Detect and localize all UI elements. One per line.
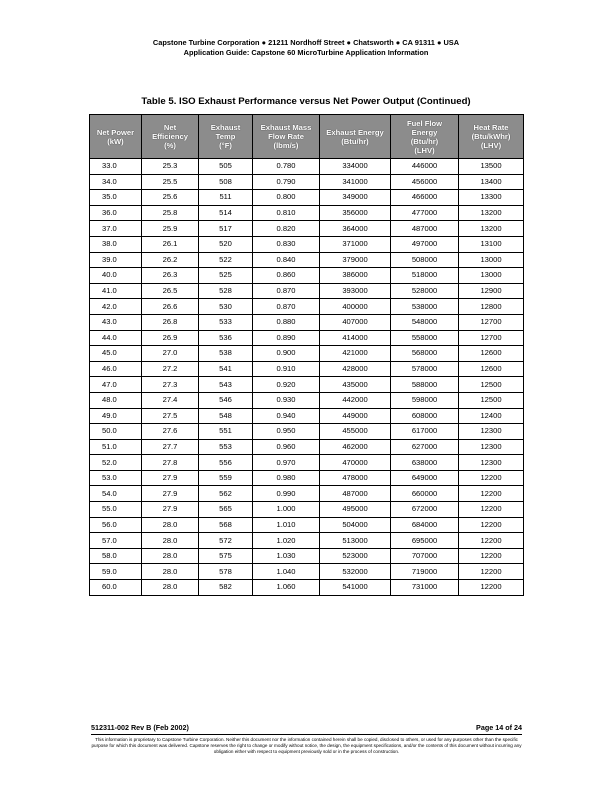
table-row: [90, 517, 524, 533]
table-cell: 497000: [391, 236, 459, 252]
table-cell: 0.880: [253, 314, 320, 330]
column-header-line: (Btu/hr): [410, 136, 439, 146]
table-cell: 59.0: [90, 564, 142, 580]
table-cell: 25.3: [142, 159, 199, 175]
table-cell: 442000: [320, 392, 391, 408]
table-cell: 12300: [459, 424, 524, 440]
column-header-line: Exhaust: [210, 123, 241, 132]
table-cell: 0.810: [253, 205, 320, 221]
table-cell: 43.0: [90, 314, 142, 330]
table-cell: 27.2: [142, 361, 199, 377]
page-header: [0, 38, 612, 58]
table-cell: 26.3: [142, 268, 199, 284]
table-row: [90, 205, 524, 221]
table-cell: 51.0: [90, 439, 142, 455]
table-cell: 541000: [320, 580, 391, 596]
table-cell: 12500: [459, 377, 524, 393]
table-cell: 530: [199, 299, 253, 315]
column-header-line: Heat Rate: [473, 123, 509, 132]
table-cell: 525: [199, 268, 253, 284]
column-header-line: Exhaust Energy: [326, 127, 384, 137]
column-header-line: Fuel Flow: [406, 118, 442, 128]
table-cell: 522: [199, 252, 253, 268]
table-cell: 0.860: [253, 268, 320, 284]
table-cell: 0.840: [253, 252, 320, 268]
table-cell: 617000: [391, 424, 459, 440]
table-cell: 477000: [391, 205, 459, 221]
table-cell: 28.0: [142, 548, 199, 564]
table-cell: 0.830: [253, 236, 320, 252]
table-cell: 558000: [391, 330, 459, 346]
table-cell: 487000: [320, 486, 391, 502]
table-cell: 12400: [459, 408, 524, 424]
guide-title-line: Application Guide: Capstone 60 MicroTurbine Application Information: [183, 48, 429, 57]
table-cell: 12200: [459, 533, 524, 549]
table-cell: 38.0: [90, 236, 142, 252]
table-cell: 553: [199, 439, 253, 455]
table-cell: 523000: [320, 548, 391, 564]
table-cell: 435000: [320, 377, 391, 393]
table-cell: 26.8: [142, 314, 199, 330]
table-cell: 508000: [391, 252, 459, 268]
table-cell: 27.7: [142, 439, 199, 455]
table-cell: 25.8: [142, 205, 199, 221]
table-cell: 26.9: [142, 330, 199, 346]
table-cell: 53.0: [90, 470, 142, 486]
table-cell: 470000: [320, 455, 391, 471]
table-cell: 41.0: [90, 283, 142, 299]
table-cell: 12300: [459, 439, 524, 455]
table-cell: 400000: [320, 299, 391, 315]
table-row: [90, 190, 524, 206]
table-cell: 0.780: [253, 159, 320, 175]
column-header: [459, 115, 524, 159]
column-header-line: Net Power: [96, 127, 135, 137]
table-cell: 12900: [459, 283, 524, 299]
table-cell: 533: [199, 314, 253, 330]
table-cell: 27.9: [142, 486, 199, 502]
table-cell: 536: [199, 330, 253, 346]
table-cell: 562: [199, 486, 253, 502]
table-cell: 551: [199, 424, 253, 440]
table-cell: 13500: [459, 159, 524, 175]
table-cell: 13000: [459, 252, 524, 268]
table-cell: 48.0: [90, 392, 142, 408]
table-cell: 0.800: [253, 190, 320, 206]
table-cell: 27.4: [142, 392, 199, 408]
table-cell: 13300: [459, 190, 524, 206]
table-cell: 731000: [391, 580, 459, 596]
column-header-line: Efficiency: [152, 132, 188, 141]
table-cell: 608000: [391, 408, 459, 424]
column-header-line: (%): [164, 141, 176, 150]
table-cell: 407000: [320, 314, 391, 330]
table-cell: 559: [199, 470, 253, 486]
table-cell: 672000: [391, 502, 459, 518]
table-cell: 58.0: [90, 548, 142, 564]
table-cell: 0.820: [253, 221, 320, 237]
table-cell: 26.5: [142, 283, 199, 299]
table-row: [90, 174, 524, 190]
table-body: [90, 159, 524, 596]
table-cell: 649000: [391, 470, 459, 486]
table-cell: 556: [199, 455, 253, 471]
table-cell: 0.950: [253, 424, 320, 440]
table-cell: 627000: [391, 439, 459, 455]
table-row: [90, 330, 524, 346]
table-cell: 707000: [391, 548, 459, 564]
table-cell: 0.910: [253, 361, 320, 377]
table-cell: 414000: [320, 330, 391, 346]
table-cell: 26.6: [142, 299, 199, 315]
table-cell: 26.2: [142, 252, 199, 268]
table-cell: 13200: [459, 205, 524, 221]
table-cell: 582: [199, 580, 253, 596]
table-cell: 1.060: [253, 580, 320, 596]
table-cell: 598000: [391, 392, 459, 408]
table-cell: 27.8: [142, 455, 199, 471]
table-cell: 356000: [320, 205, 391, 221]
column-header-line: (LHV): [480, 141, 502, 150]
table-cell: 54.0: [90, 486, 142, 502]
table-cell: 565: [199, 502, 253, 518]
table-header-row: [90, 115, 524, 159]
table-cell: 568: [199, 517, 253, 533]
table-cell: 12600: [459, 346, 524, 362]
table-cell: 568000: [391, 346, 459, 362]
table-row: [90, 392, 524, 408]
table-cell: 13000: [459, 268, 524, 284]
table-cell: 1.030: [253, 548, 320, 564]
table-cell: 548000: [391, 314, 459, 330]
table-cell: 518000: [391, 268, 459, 284]
table-cell: 508: [199, 174, 253, 190]
table-cell: 28.0: [142, 533, 199, 549]
table-cell: 12800: [459, 299, 524, 315]
company-address-line: Capstone Turbine Corporation ● 21211 Nordhoff Street ● Chatsworth ● CA 91311 ● USA: [152, 38, 460, 47]
table-cell: 532000: [320, 564, 391, 580]
table-cell: 27.5: [142, 408, 199, 424]
table-cell: 466000: [391, 190, 459, 206]
page-number: Page 14 of 24: [476, 723, 522, 732]
table-cell: 0.900: [253, 346, 320, 362]
table-cell: 456000: [391, 174, 459, 190]
table-cell: 25.9: [142, 221, 199, 237]
table-cell: 26.1: [142, 236, 199, 252]
table-cell: 428000: [320, 361, 391, 377]
table-row: [90, 502, 524, 518]
table-cell: 446000: [391, 159, 459, 175]
table-cell: 12200: [459, 564, 524, 580]
table-cell: 12500: [459, 392, 524, 408]
table-row: [90, 283, 524, 299]
table-row: [90, 268, 524, 284]
table-cell: 478000: [320, 470, 391, 486]
column-header-line: Energy: [411, 127, 438, 137]
table-row: [90, 299, 524, 315]
table-cell: 505: [199, 159, 253, 175]
table-cell: 719000: [391, 564, 459, 580]
table-cell: 37.0: [90, 221, 142, 237]
table-row: [90, 346, 524, 362]
table-cell: 541: [199, 361, 253, 377]
column-header: [199, 115, 253, 159]
table-title: Table 5. ISO Exhaust Performance versus Net Power Output (Continued): [141, 96, 471, 107]
table-row: [90, 470, 524, 486]
table-cell: 538: [199, 346, 253, 362]
table-row: [90, 314, 524, 330]
table-row: [90, 221, 524, 237]
table-cell: 36.0: [90, 205, 142, 221]
table-cell: 12200: [459, 502, 524, 518]
table-cell: 12300: [459, 455, 524, 471]
table-cell: 34.0: [90, 174, 142, 190]
doc-number: 512311-002 Rev B (Feb 2002): [91, 723, 189, 732]
table-row: [90, 377, 524, 393]
table-cell: 50.0: [90, 424, 142, 440]
table-cell: 349000: [320, 190, 391, 206]
table-cell: 578000: [391, 361, 459, 377]
column-header-line: (Btu/hr): [341, 136, 369, 146]
table-cell: 60.0: [90, 580, 142, 596]
column-header-line: (LHV): [414, 145, 435, 155]
table-row: [90, 486, 524, 502]
table-row: [90, 580, 524, 596]
table-cell: 548: [199, 408, 253, 424]
table-cell: 52.0: [90, 455, 142, 471]
table-cell: 341000: [320, 174, 391, 190]
table-cell: 0.980: [253, 470, 320, 486]
table-row: [90, 455, 524, 471]
table-cell: 334000: [320, 159, 391, 175]
table-cell: 44.0: [90, 330, 142, 346]
table-cell: 513000: [320, 533, 391, 549]
table-row: [90, 533, 524, 549]
column-header: [142, 115, 199, 159]
table-cell: 0.930: [253, 392, 320, 408]
table-cell: 1.020: [253, 533, 320, 549]
column-header: [90, 115, 142, 159]
table-row: [90, 361, 524, 377]
column-header-line: Exhaust Mass: [260, 123, 312, 132]
table-cell: 0.870: [253, 299, 320, 315]
table-cell: 495000: [320, 502, 391, 518]
column-header-line: (°F): [219, 141, 232, 150]
table-cell: 0.990: [253, 486, 320, 502]
table-cell: 27.3: [142, 377, 199, 393]
table-cell: 27.0: [142, 346, 199, 362]
table-cell: 25.5: [142, 174, 199, 190]
table-cell: 49.0: [90, 408, 142, 424]
table-cell: 572: [199, 533, 253, 549]
table-cell: 546: [199, 392, 253, 408]
table-cell: 538000: [391, 299, 459, 315]
table-cell: 660000: [391, 486, 459, 502]
table-cell: 588000: [391, 377, 459, 393]
table-cell: 543: [199, 377, 253, 393]
table-cell: 12200: [459, 517, 524, 533]
table-cell: 12200: [459, 486, 524, 502]
table-cell: 638000: [391, 455, 459, 471]
table-cell: 386000: [320, 268, 391, 284]
table-cell: 12600: [459, 361, 524, 377]
table-cell: 55.0: [90, 502, 142, 518]
table-cell: 28.0: [142, 517, 199, 533]
table-row: [90, 548, 524, 564]
table-cell: 1.000: [253, 502, 320, 518]
column-header-line: (kW): [107, 136, 124, 146]
table-cell: 578: [199, 564, 253, 580]
table-cell: 528000: [391, 283, 459, 299]
table-cell: 0.790: [253, 174, 320, 190]
table-cell: 13400: [459, 174, 524, 190]
table-cell: 379000: [320, 252, 391, 268]
table-cell: 27.6: [142, 424, 199, 440]
column-header: [253, 115, 320, 159]
table-cell: 12200: [459, 470, 524, 486]
table-cell: 364000: [320, 221, 391, 237]
column-header: [320, 115, 391, 159]
table-cell: 33.0: [90, 159, 142, 175]
table-cell: 0.890: [253, 330, 320, 346]
column-header-line: (lbm/s): [273, 141, 299, 150]
disclaimer-text: This information is proprietary to Capstone Turbine Corporation. Neither this document nor the information contained herein shall be copied, disclosed to others, or used for any purposes other than the specific purpose for which this document was delivered. Capstone reserves the right to change or modify without notice, the design, the equipment specifications, and/or the contents of this document without incurring any obligation either with respect to equipment previously sold or in the process of construction.: [91, 737, 522, 754]
table-cell: 1.010: [253, 517, 320, 533]
table-cell: 575: [199, 548, 253, 564]
performance-table: [89, 114, 524, 596]
table-cell: 13100: [459, 236, 524, 252]
table-cell: 695000: [391, 533, 459, 549]
table-cell: 25.6: [142, 190, 199, 206]
table-cell: 371000: [320, 236, 391, 252]
footer-bar: [91, 723, 522, 735]
table-cell: 520: [199, 236, 253, 252]
table-cell: 47.0: [90, 377, 142, 393]
table-row: [90, 424, 524, 440]
table-row: [90, 236, 524, 252]
table-cell: 42.0: [90, 299, 142, 315]
column-header-line: (Btu/kWhr): [471, 132, 511, 141]
table-cell: 12200: [459, 548, 524, 564]
table-cell: 449000: [320, 408, 391, 424]
table-row: [90, 408, 524, 424]
table-cell: 40.0: [90, 268, 142, 284]
table-cell: 45.0: [90, 346, 142, 362]
table-cell: 487000: [391, 221, 459, 237]
table-cell: 528: [199, 283, 253, 299]
table-row: [90, 252, 524, 268]
column-header: [391, 115, 459, 159]
column-header-line: Temp: [215, 132, 236, 141]
table-cell: 0.960: [253, 439, 320, 455]
table-row: [90, 564, 524, 580]
table-cell: 517: [199, 221, 253, 237]
table-cell: 462000: [320, 439, 391, 455]
table-cell: 1.040: [253, 564, 320, 580]
table-cell: 455000: [320, 424, 391, 440]
table-cell: 12200: [459, 580, 524, 596]
table-cell: 13200: [459, 221, 524, 237]
table-cell: 514: [199, 205, 253, 221]
table-cell: 28.0: [142, 580, 199, 596]
table-cell: 421000: [320, 346, 391, 362]
table-row: [90, 159, 524, 175]
table-cell: 504000: [320, 517, 391, 533]
table-cell: 393000: [320, 283, 391, 299]
column-header-line: Flow Rate: [268, 132, 304, 141]
table-cell: 27.9: [142, 502, 199, 518]
table-cell: 0.970: [253, 455, 320, 471]
table-cell: 39.0: [90, 252, 142, 268]
table-cell: 684000: [391, 517, 459, 533]
table-cell: 27.9: [142, 470, 199, 486]
table-cell: 12700: [459, 314, 524, 330]
table-cell: 57.0: [90, 533, 142, 549]
table-cell: 0.940: [253, 408, 320, 424]
table-cell: 56.0: [90, 517, 142, 533]
table-cell: 0.870: [253, 283, 320, 299]
table-cell: 511: [199, 190, 253, 206]
table-cell: 35.0: [90, 190, 142, 206]
table-cell: 28.0: [142, 564, 199, 580]
column-header-line: Net: [163, 123, 177, 132]
table-cell: 0.920: [253, 377, 320, 393]
table-cell: 12700: [459, 330, 524, 346]
table-row: [90, 439, 524, 455]
table-cell: 46.0: [90, 361, 142, 377]
